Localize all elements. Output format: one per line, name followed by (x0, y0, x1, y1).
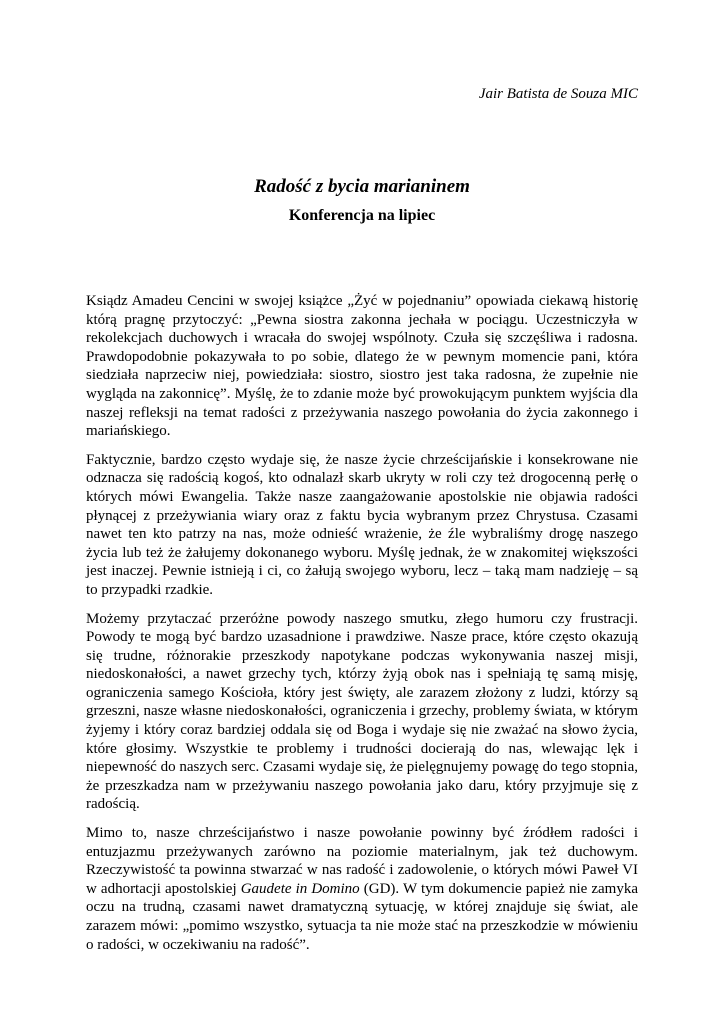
paragraph-1: Ksiądz Amadeu Cencini w swojej książce „Żyć w pojednaniu” opowiada ciekawą historię którą pragnę przytoczyć: „Pewna siostra zakonna jechała w pociągu. Uczestniczyła w rekolekcjach duchowych i wracała do swojej wspólnoty. Czuła się szczęśliwa i radosna. Prawdopodobnie pokazywała to po sobie, dlatego że w pewnym momencie pani, która siedziała naprzeciw niej, powiedziała: siostro, siostro jest taka radosna, że zupełnie nie wygląda na zakonnicę”. Myślę, że to zdanie może być prowokującym punktem wyjścia dla naszej refleksji na temat radości z przeżywania naszego powołania do życia zakonnego i mariańskiego. (86, 293, 638, 440)
paragraph-2: Faktycznie, bardzo często wydaje się, że nasze życie chrześcijańskie i konsekrowane nie odznacza się radością kogoś, kto odnalazł skarb ukryty w roli czy też drogocenną perłę o których mówi Ewangelia. Także nasze zaangażowanie apostolskie nie objawia radości płynącej z przeżywiania wiary oraz z faktu bycia wybranym przez Chrystusa. Czasami nawet ten kto patrzy na nas, może odnieść wrażenie, że źle wybraliśmy drogę naszego życia lub też że żałujemy dokonanego wyboru. Myślę jednak, że w znakomitej większości jest inaczej. Pewnie istnieją i ci, co żałują swojego wyboru, lecz – taką mam nadzieję – są to przypadki rzadkie. (86, 451, 638, 598)
document-subtitle: Konferencja na lipiec (288, 207, 436, 224)
document-title: Radość z bycia marianinem (254, 176, 470, 197)
paragraph-3: Możemy przytaczać przeróżne powody naszego smutku, złego humoru czy frustracji. Powody te mogą być bardzo uzasadnione i prawdziwe. Nasze prace, które często okazują się trudne, różnorakie przeszkody napotykane podczas wykonywania naszej misji, niedoskonałości, a nawet grzechy tych, którzy żyją obok nas i spełniają tę samą misję, ograniczenia samego Kościoła, który jest święty, ale zarazem złożony z ludzi, którzy są grzeszni, nasze własne niedoskonałości, ograniczenia i grzechy, problemy świata, w którym żyjemy i który coraz bardziej oddala się od Boga i wydaje się nie zważać na słowo życia, które głosimy. Wszystkie te problemy i trudności docierają do nas, wlewając lęk i niepewność do naszych serc. Czasami wydaje się, że pielęgnujemy powagę do tego stopnia, że przeszkadza nam w przeżywaniu naszego powołania jako daru, który przyjmuje się z radością. (86, 610, 638, 813)
author-name: Jair Batista de Souza MIC (478, 86, 638, 102)
paragraph-4 (86, 824, 638, 954)
paragraph-4-text-before: Mimo to, nasze chrześcijaństwo i nasze powołanie powinny być źródłem radości i entuzjazmu przeżywanych zarówno na poziomie materialnym, jak też duchowym. Rzeczywistość ta powinna stwarzać w nas radość i zadowolenie, o których mówi Paweł VI w adhortacji apostolskiej (86, 825, 638, 897)
paragraph-4-text-after: (GD). W tym dokumencie papież nie zamyka oczu na trudną, czasami nawet dramatyczną sytuację, w której znajduje się świat, ale zarazem mówi: „pomimo wszystko, sytuacja ta nie może stać na przeszkodzie w mówieniu o radości, w oczekiwaniu na radość”. (86, 880, 638, 953)
document-body (86, 292, 638, 964)
document-reference-title: Gaudete in Domino (240, 880, 360, 897)
